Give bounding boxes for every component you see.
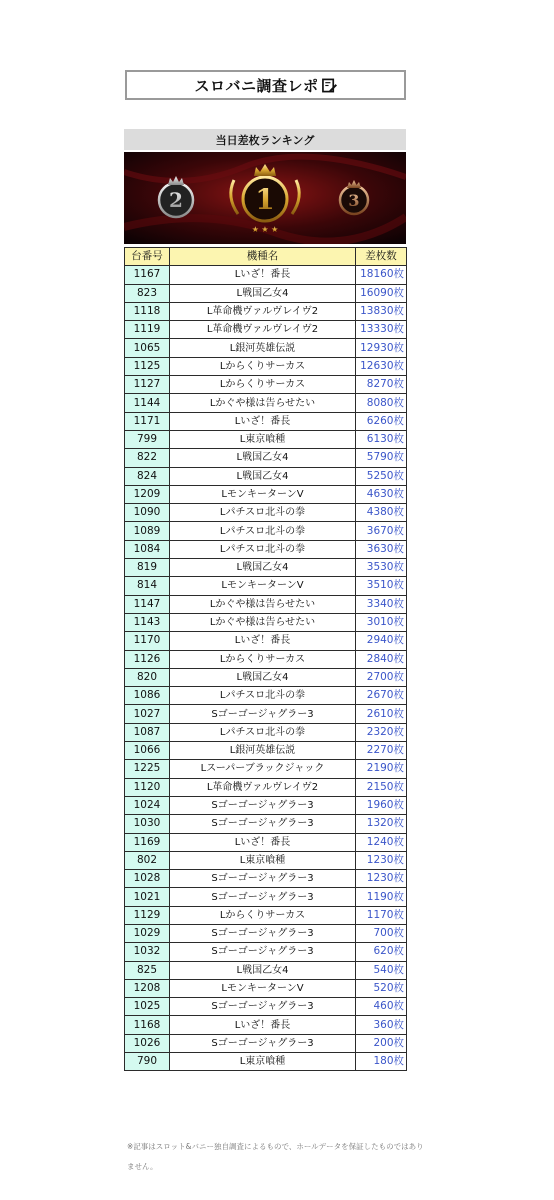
machine-number-cell: 1169 <box>125 833 170 851</box>
column-header-coin-difference: 差枚数 <box>356 248 407 266</box>
table-row <box>125 430 407 448</box>
machine-number-cell: 1167 <box>125 266 170 284</box>
machine-number-cell: 822 <box>125 449 170 467</box>
machine-number-cell: 1118 <box>125 302 170 320</box>
table-row <box>125 742 407 760</box>
coin-difference-cell: 3670枚 <box>356 522 407 540</box>
machine-name-cell: L革命機ヴァルヴレイヴ2 <box>170 321 356 339</box>
machine-number-cell: 1025 <box>125 998 170 1016</box>
coin-difference-cell: 8270枚 <box>356 376 407 394</box>
table-row <box>125 321 407 339</box>
svg-text:2: 2 <box>169 188 183 212</box>
machine-name-cell: Lいざ！番長 <box>170 412 356 430</box>
table-row <box>125 540 407 558</box>
svg-text:3: 3 <box>348 191 360 210</box>
coin-difference-cell: 1230枚 <box>356 870 407 888</box>
coin-difference-cell: 12630枚 <box>356 357 407 375</box>
table-row <box>125 412 407 430</box>
machine-number-cell: 1120 <box>125 778 170 796</box>
machine-name-cell: Lいざ！番長 <box>170 266 356 284</box>
coin-difference-cell: 16090枚 <box>356 284 407 302</box>
machine-number-cell: 823 <box>125 284 170 302</box>
table-row <box>125 998 407 1016</box>
table-row <box>125 522 407 540</box>
table-row <box>125 302 407 320</box>
table-row <box>125 760 407 778</box>
machine-name-cell: Lいざ！番長 <box>170 632 356 650</box>
coin-difference-cell: 12930枚 <box>356 339 407 357</box>
machine-number-cell: 1125 <box>125 357 170 375</box>
machine-number-cell: 1170 <box>125 632 170 650</box>
table-row <box>125 1034 407 1052</box>
machine-number-cell: 1143 <box>125 613 170 631</box>
machine-number-cell: 1127 <box>125 376 170 394</box>
ranking-table <box>124 247 407 1071</box>
machine-number-cell: 1129 <box>125 906 170 924</box>
machine-number-cell: 1030 <box>125 815 170 833</box>
coin-difference-cell: 2840枚 <box>356 650 407 668</box>
coin-difference-cell: 1320枚 <box>356 815 407 833</box>
coin-difference-cell: 1240枚 <box>356 833 407 851</box>
machine-name-cell: L銀河英雄伝説 <box>170 339 356 357</box>
table-row <box>125 1016 407 1034</box>
machine-name-cell: L銀河英雄伝説 <box>170 742 356 760</box>
coin-difference-cell: 13330枚 <box>356 321 407 339</box>
machine-number-cell: 1090 <box>125 504 170 522</box>
table-row <box>125 778 407 796</box>
machine-name-cell: Sゴーゴージャグラー3 <box>170 998 356 1016</box>
machine-name-cell: L戦国乙女4 <box>170 467 356 485</box>
machine-name-cell: Lいざ！番長 <box>170 833 356 851</box>
machine-name-cell: Lかぐや様は告らせたい <box>170 613 356 631</box>
table-row <box>125 504 407 522</box>
machine-name-cell: Sゴーゴージャグラー3 <box>170 888 356 906</box>
table-row <box>125 449 407 467</box>
coin-difference-cell: 4380枚 <box>356 504 407 522</box>
machine-number-cell: 799 <box>125 430 170 448</box>
ranking-heading: 当日差枚ランキング <box>124 129 406 150</box>
ranking-banner-image <box>124 152 406 244</box>
coin-difference-cell: 3510枚 <box>356 577 407 595</box>
table-row <box>125 979 407 997</box>
table-row <box>125 906 407 924</box>
table-row <box>125 687 407 705</box>
coin-difference-cell: 2940枚 <box>356 632 407 650</box>
table-row <box>125 851 407 869</box>
machine-name-cell: Sゴーゴージャグラー3 <box>170 796 356 814</box>
machine-name-cell: LモンキーターンV <box>170 577 356 595</box>
coin-difference-cell: 700枚 <box>356 924 407 942</box>
machine-number-cell: 819 <box>125 559 170 577</box>
coin-difference-cell: 200枚 <box>356 1034 407 1052</box>
machine-number-cell: 1225 <box>125 760 170 778</box>
table-row <box>125 559 407 577</box>
machine-number-cell: 1027 <box>125 705 170 723</box>
article-title: スロバニ調査レポ <box>194 76 319 95</box>
machine-name-cell: Lパチスロ北斗の拳 <box>170 540 356 558</box>
svg-text:★ ★ ★: ★ ★ ★ <box>251 225 279 234</box>
table-row <box>125 632 407 650</box>
table-row <box>125 485 407 503</box>
machine-number-cell: 1084 <box>125 540 170 558</box>
machine-name-cell: Lいざ！番長 <box>170 1016 356 1034</box>
table-row <box>125 613 407 631</box>
table-header-row <box>125 248 407 266</box>
machine-number-cell: 1126 <box>125 650 170 668</box>
table-row <box>125 357 407 375</box>
machine-number-cell: 1066 <box>125 742 170 760</box>
machine-name-cell: LモンキーターンV <box>170 485 356 503</box>
coin-difference-cell: 520枚 <box>356 979 407 997</box>
machine-name-cell: LモンキーターンV <box>170 979 356 997</box>
machine-name-cell: Lパチスロ北斗の拳 <box>170 504 356 522</box>
coin-difference-cell: 1190枚 <box>356 888 407 906</box>
machine-name-cell: L戦国乙女4 <box>170 668 356 686</box>
coin-difference-cell: 2670枚 <box>356 687 407 705</box>
table-row <box>125 888 407 906</box>
machine-name-cell: Sゴーゴージャグラー3 <box>170 870 356 888</box>
coin-difference-cell: 5250枚 <box>356 467 407 485</box>
machine-number-cell: 1087 <box>125 723 170 741</box>
machine-name-cell: Lスーパーブラックジャック <box>170 760 356 778</box>
machine-name-cell: Lかぐや様は告らせたい <box>170 595 356 613</box>
machine-name-cell: L革命機ヴァルヴレイヴ2 <box>170 302 356 320</box>
machine-name-cell: L戦国乙女4 <box>170 449 356 467</box>
coin-difference-cell: 2610枚 <box>356 705 407 723</box>
machine-name-cell: Sゴーゴージャグラー3 <box>170 1034 356 1052</box>
machine-name-cell: Lパチスロ北斗の拳 <box>170 522 356 540</box>
machine-number-cell: 1032 <box>125 943 170 961</box>
machine-name-cell: Lからくりサーカス <box>170 650 356 668</box>
coin-difference-cell: 2150枚 <box>356 778 407 796</box>
machine-number-cell: 790 <box>125 1053 170 1071</box>
coin-difference-cell: 18160枚 <box>356 266 407 284</box>
table-row <box>125 705 407 723</box>
machine-number-cell: 1147 <box>125 595 170 613</box>
table-row <box>125 467 407 485</box>
table-row <box>125 961 407 979</box>
machine-number-cell: 814 <box>125 577 170 595</box>
table-row <box>125 870 407 888</box>
article-title-box <box>125 70 406 100</box>
machine-number-cell: 1168 <box>125 1016 170 1034</box>
table-row <box>125 266 407 284</box>
coin-difference-cell: 4630枚 <box>356 485 407 503</box>
machine-number-cell: 1089 <box>125 522 170 540</box>
table-row <box>125 394 407 412</box>
machine-number-cell: 1021 <box>125 888 170 906</box>
coin-difference-cell: 6130枚 <box>356 430 407 448</box>
coin-difference-cell: 5790枚 <box>356 449 407 467</box>
machine-number-cell: 1065 <box>125 339 170 357</box>
coin-difference-cell: 2270枚 <box>356 742 407 760</box>
machine-number-cell: 802 <box>125 851 170 869</box>
machine-name-cell: L戦国乙女4 <box>170 559 356 577</box>
coin-difference-cell: 8080枚 <box>356 394 407 412</box>
machine-name-cell: L東京喰種 <box>170 1053 356 1071</box>
machine-number-cell: 824 <box>125 467 170 485</box>
coin-difference-cell: 2700枚 <box>356 668 407 686</box>
table-row <box>125 339 407 357</box>
table-row <box>125 833 407 851</box>
table-row <box>125 1053 407 1071</box>
coin-difference-cell: 460枚 <box>356 998 407 1016</box>
machine-name-cell: Lかぐや様は告らせたい <box>170 394 356 412</box>
table-row <box>125 284 407 302</box>
column-header-machine-number: 台番号 <box>125 248 170 266</box>
coin-difference-cell: 1230枚 <box>356 851 407 869</box>
coin-difference-cell: 3010枚 <box>356 613 407 631</box>
coin-difference-cell: 2320枚 <box>356 723 407 741</box>
machine-name-cell: Sゴーゴージャグラー3 <box>170 815 356 833</box>
table-row <box>125 577 407 595</box>
machine-number-cell: 1119 <box>125 321 170 339</box>
coin-difference-cell: 3530枚 <box>356 559 407 577</box>
table-row <box>125 595 407 613</box>
machine-number-cell: 1028 <box>125 870 170 888</box>
machine-number-cell: 1208 <box>125 979 170 997</box>
machine-name-cell: Sゴーゴージャグラー3 <box>170 943 356 961</box>
table-row <box>125 668 407 686</box>
table-row <box>125 650 407 668</box>
machine-name-cell: Lからくりサーカス <box>170 376 356 394</box>
machine-name-cell: Sゴーゴージャグラー3 <box>170 924 356 942</box>
coin-difference-cell: 540枚 <box>356 961 407 979</box>
coin-difference-cell: 3630枚 <box>356 540 407 558</box>
table-row <box>125 815 407 833</box>
coin-difference-cell: 6260枚 <box>356 412 407 430</box>
table-row <box>125 924 407 942</box>
svg-text:1: 1 <box>255 183 275 216</box>
memo-icon <box>322 78 337 93</box>
machine-number-cell: 1171 <box>125 412 170 430</box>
coin-difference-cell: 180枚 <box>356 1053 407 1071</box>
machine-name-cell: L革命機ヴァルヴレイヴ2 <box>170 778 356 796</box>
coin-difference-cell: 3340枚 <box>356 595 407 613</box>
machine-number-cell: 1086 <box>125 687 170 705</box>
machine-number-cell: 1144 <box>125 394 170 412</box>
machine-number-cell: 1029 <box>125 924 170 942</box>
machine-number-cell: 1024 <box>125 796 170 814</box>
machine-name-cell: Lパチスロ北斗の拳 <box>170 723 356 741</box>
machine-number-cell: 1209 <box>125 485 170 503</box>
column-header-machine-name: 機種名 <box>170 248 356 266</box>
coin-difference-cell: 1170枚 <box>356 906 407 924</box>
machine-number-cell: 1026 <box>125 1034 170 1052</box>
table-row <box>125 723 407 741</box>
machine-name-cell: L東京喰種 <box>170 430 356 448</box>
coin-difference-cell: 13830枚 <box>356 302 407 320</box>
machine-name-cell: Lからくりサーカス <box>170 357 356 375</box>
coin-difference-cell: 1960枚 <box>356 796 407 814</box>
table-row <box>125 376 407 394</box>
machine-number-cell: 820 <box>125 668 170 686</box>
machine-name-cell: L戦国乙女4 <box>170 284 356 302</box>
machine-name-cell: Lからくりサーカス <box>170 906 356 924</box>
coin-difference-cell: 360枚 <box>356 1016 407 1034</box>
table-row <box>125 796 407 814</box>
table-row <box>125 943 407 961</box>
machine-name-cell: Sゴーゴージャグラー3 <box>170 705 356 723</box>
coin-difference-cell: 2190枚 <box>356 760 407 778</box>
disclaimer-note: ※記事はスロット&バニー独自調査によるもので、ホールデータを保証したものではありません。 <box>127 1142 424 1171</box>
machine-number-cell: 825 <box>125 961 170 979</box>
machine-name-cell: Lパチスロ北斗の拳 <box>170 687 356 705</box>
machine-name-cell: L東京喰種 <box>170 851 356 869</box>
machine-name-cell: L戦国乙女4 <box>170 961 356 979</box>
coin-difference-cell: 620枚 <box>356 943 407 961</box>
